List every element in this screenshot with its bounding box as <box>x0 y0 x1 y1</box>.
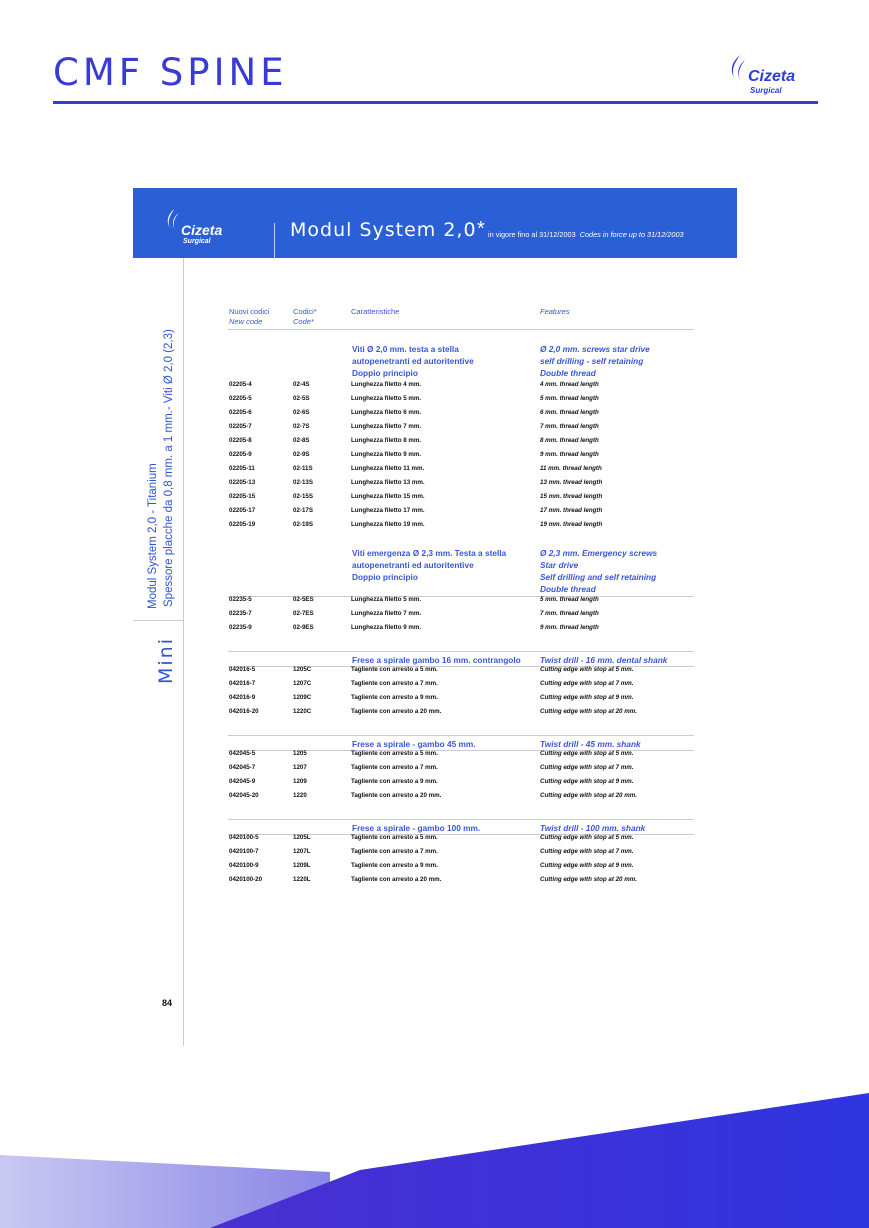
code-cell: 1220 <box>293 792 307 799</box>
description-it-cell: Tagliente con arresto a 20 mm. <box>351 876 442 883</box>
cizeta-flame-icon <box>726 54 748 88</box>
code-cell: 02-13S <box>293 479 313 486</box>
code-cell: 02-6S <box>293 409 310 416</box>
new-code-cell: 0420100-5 <box>229 834 259 841</box>
section-heading-en-line: Double thread <box>540 584 596 594</box>
new-code-cell: 042045-5 <box>229 750 256 757</box>
description-it-cell: Lunghezza filetto 11 mm. <box>351 465 425 472</box>
new-code-cell: 02235-9 <box>229 624 252 631</box>
description-it-cell: Lunghezza filetto 15 mm. <box>351 493 425 500</box>
section-heading-en-line: Double thread <box>540 368 596 378</box>
description-en-cell: 11 mm. thread length <box>540 465 602 472</box>
col-new-code-en: New code <box>229 317 263 326</box>
description-en-cell: Cutting edge with stop at 5 mm. <box>540 666 634 673</box>
page-number: 84 <box>162 998 173 1008</box>
code-cell: 1207 <box>293 764 307 771</box>
section-heading-it-line: autopenetranti ed autoritentive <box>352 356 474 366</box>
banner-logo-name: Cizeta <box>181 222 223 238</box>
description-en-cell: Cutting edge with stop at 20 mm. <box>540 708 637 715</box>
description-it-cell: Lunghezza filetto 9 mm. <box>351 451 422 458</box>
description-en-cell: Cutting edge with stop at 20 mm. <box>540 876 637 883</box>
logo-sub: Surgical <box>750 86 782 95</box>
section-heading-en-line: self drilling - self retaining <box>540 356 644 366</box>
code-cell: 02-15S <box>293 493 313 500</box>
new-code-cell: 02205-17 <box>229 507 256 514</box>
description-it-cell: Tagliente con arresto a 9 mm. <box>351 694 438 701</box>
description-it-cell: Lunghezza filetto 7 mm. <box>351 610 422 617</box>
description-it-cell: Tagliente con arresto a 7 mm. <box>351 680 438 687</box>
description-en-cell: Cutting edge with stop at 20 mm. <box>540 792 637 799</box>
header-rule <box>53 101 818 104</box>
column-header-code <box>293 307 317 327</box>
code-cell: 1209 <box>293 778 307 785</box>
product-banner <box>133 188 737 258</box>
section-heading-en-line: Ø 2,3 mm. Emergency screws <box>540 548 658 558</box>
col-code-en: Code* <box>293 317 314 326</box>
new-code-cell: 02205-9 <box>229 451 252 458</box>
column-header-en <box>540 307 570 317</box>
new-code-cell: 0420100-7 <box>229 848 259 855</box>
section-heading-it-line: Frese a spirale - gambo 45 mm. <box>352 739 476 749</box>
description-it-cell: Tagliente con arresto a 5 mm. <box>351 834 438 841</box>
side-separator <box>133 620 183 621</box>
new-code-cell: 02205-19 <box>229 521 256 528</box>
code-cell: 02-5S <box>293 395 310 402</box>
description-it-cell: Lunghezza filetto 5 mm. <box>351 395 422 402</box>
description-en-cell: 15 mm. thread length <box>540 493 603 500</box>
description-en-cell: 6 mm. thread length <box>540 409 599 416</box>
new-code-cell: 02205-13 <box>229 479 256 486</box>
new-code-cell: 02205-5 <box>229 395 252 402</box>
banner-note-it: in vigore fino al 31/12/2003 <box>488 230 576 239</box>
section-separator <box>228 735 694 736</box>
description-en-cell: 9 mm. thread length <box>540 624 599 631</box>
section-heading-en <box>540 343 650 379</box>
description-it-cell: Tagliente con arresto a 7 mm. <box>351 764 438 771</box>
code-cell: 1209L <box>293 862 311 869</box>
side-label-system: Modul System 2,0 - Titanium <box>147 463 159 609</box>
code-cell: 02-4S <box>293 381 310 388</box>
new-code-cell: 02205-8 <box>229 437 252 444</box>
section-heading-it-line: Frese a spirale - gambo 100 mm. <box>352 823 481 833</box>
description-en-cell: Cutting edge with stop at 5 mm. <box>540 834 634 841</box>
section-heading-en-line: Twist drill - 100 mm. shank <box>540 823 646 833</box>
new-code-cell: 02205-7 <box>229 423 252 430</box>
description-it-cell: Tagliente con arresto a 9 mm. <box>351 862 438 869</box>
new-code-cell: 0420100-20 <box>229 876 263 883</box>
new-code-cell: 042045-7 <box>229 764 256 771</box>
description-it-cell: Lunghezza filetto 17 mm. <box>351 507 425 514</box>
banner-note <box>488 230 684 239</box>
code-cell: 02-17S <box>293 507 313 514</box>
section-heading-it <box>352 343 474 379</box>
section-heading-it-line: Frese a spirale gambo 16 mm. contrangolo <box>352 655 521 665</box>
description-en-cell: 5 mm. thread length <box>540 395 599 402</box>
logo-name: Cizeta <box>748 68 796 85</box>
description-it-cell: Lunghezza filetto 4 mm. <box>351 381 422 388</box>
page-title: CMF SPINE <box>53 51 288 94</box>
code-cell: 02-5ES <box>293 596 314 603</box>
section-separator <box>228 651 694 652</box>
column-header-it: Caratteristiche <box>351 307 400 316</box>
new-code-cell: 02205-15 <box>229 493 256 500</box>
description-it-cell: Tagliente con arresto a 9 mm. <box>351 778 438 785</box>
description-en-cell: 19 mm. thread length <box>540 521 603 528</box>
code-cell: 02-9S <box>293 451 310 458</box>
code-cell: 02-19S <box>293 521 313 528</box>
col-en-label: Features <box>540 307 570 316</box>
description-en-cell: 7 mm. thread length <box>540 610 599 617</box>
section-heading-it-line: Doppio principio <box>352 368 418 378</box>
new-code-cell: 02205-4 <box>229 381 252 388</box>
code-cell: 1220C <box>293 708 312 715</box>
code-cell: 02-7ES <box>293 610 314 617</box>
banner-logo-sub: Surgical <box>183 238 211 245</box>
new-code-cell: 02205-6 <box>229 409 252 416</box>
code-cell: 02-11S <box>293 465 313 472</box>
description-en-cell: Cutting edge with stop at 7 mm. <box>540 680 634 687</box>
new-code-cell: 042016-7 <box>229 680 256 687</box>
section-heading-it-line: autopenetranti ed autoritentive <box>352 560 474 570</box>
description-en-cell: Cutting edge with stop at 5 mm. <box>540 750 634 757</box>
new-code-cell: 02235-5 <box>229 596 252 603</box>
new-code-cell: 042016-5 <box>229 666 256 673</box>
code-cell: 1209C <box>293 694 312 701</box>
section-separator <box>228 819 694 820</box>
description-it-cell: Lunghezza filetto 8 mm. <box>351 437 422 444</box>
section-heading-en-line: Twist drill - 16 mm. dental shank <box>540 655 668 665</box>
section-heading-it <box>352 547 506 583</box>
banner-star: * <box>477 218 485 240</box>
side-label-mini: Mini <box>155 637 177 684</box>
section-heading-it-line: Viti emergenza Ø 2,3 mm. Testa a stella <box>352 548 507 558</box>
new-code-cell: 02235-7 <box>229 610 252 617</box>
side-divider <box>183 258 184 1046</box>
banner-note-en: Codes in force up to 31/12/2003 <box>579 230 684 239</box>
code-cell: 02-8S <box>293 437 310 444</box>
section-heading-en-line: Ø 2,0 mm. screws star drive <box>540 344 650 354</box>
description-en-cell: 8 mm. thread length <box>540 437 599 444</box>
section-heading-en-line: Star drive <box>540 560 579 570</box>
description-en-cell: 5 mm. thread length <box>540 596 599 603</box>
description-en-cell: Cutting edge with stop at 7 mm. <box>540 764 634 771</box>
code-cell: 02-9ES <box>293 624 314 631</box>
description-it-cell: Lunghezza filetto 6 mm. <box>351 409 422 416</box>
description-en-cell: Cutting edge with stop at 9 mm. <box>540 778 634 785</box>
code-cell: 1207C <box>293 680 312 687</box>
description-it-cell: Lunghezza filetto 19 mm. <box>351 521 425 528</box>
code-cell: 1205C <box>293 666 312 673</box>
description-it-cell: Lunghezza filetto 13 mm. <box>351 479 425 486</box>
new-code-cell: 042016-20 <box>229 708 259 715</box>
description-it-cell: Tagliente con arresto a 5 mm. <box>351 666 438 673</box>
description-it-cell: Tagliente con arresto a 7 mm. <box>351 848 438 855</box>
section-heading-en <box>540 547 657 595</box>
description-it-cell: Lunghezza filetto 9 mm. <box>351 624 422 631</box>
section-heading-en-line: Twist drill - 45 mm. shank <box>540 739 641 749</box>
description-it-cell: Lunghezza filetto 7 mm. <box>351 423 422 430</box>
banner-title: Modul System 2,0 <box>290 219 477 241</box>
description-it-cell: Tagliente con arresto a 20 mm. <box>351 708 442 715</box>
description-en-cell: 4 mm. thread length <box>540 381 599 388</box>
section-heading-it-line: Viti Ø 2,0 mm. testa a stella <box>352 344 459 354</box>
description-en-cell: 9 mm. thread length <box>540 451 599 458</box>
description-en-cell: Cutting edge with stop at 9 mm. <box>540 862 634 869</box>
description-it-cell: Lunghezza filetto 5 mm. <box>351 596 422 603</box>
code-cell: 02-7S <box>293 423 310 430</box>
section-heading-it-line: Doppio principio <box>352 572 418 582</box>
new-code-cell: 042045-9 <box>229 778 256 785</box>
description-en-cell: Cutting edge with stop at 9 mm. <box>540 694 634 701</box>
description-en-cell: Cutting edge with stop at 7 mm. <box>540 848 634 855</box>
cizeta-flame-icon <box>163 208 181 236</box>
col-new-code-it: Nuovi codici <box>229 307 270 316</box>
col-code-it: Codici* <box>293 307 317 316</box>
description-it-cell: Tagliente con arresto a 20 mm. <box>351 792 442 799</box>
code-cell: 1205L <box>293 834 311 841</box>
new-code-cell: 0420100-9 <box>229 862 259 869</box>
side-label-spec: Spessore placche da 0,8 mm. a 1 mm.- Viti Ø 2,0 (2,3) <box>163 329 175 607</box>
new-code-cell: 042016-9 <box>229 694 256 701</box>
code-cell: 1207L <box>293 848 311 855</box>
banner-divider <box>274 223 275 258</box>
description-en-cell: 17 mm. thread length <box>540 507 603 514</box>
description-en-cell: 13 mm. thread length <box>540 479 603 486</box>
header-divider <box>228 329 694 330</box>
code-cell: 1205 <box>293 750 307 757</box>
column-header-new-code <box>229 307 269 327</box>
description-en-cell: 7 mm. thread length <box>540 423 599 430</box>
section-heading-en-line: Self drilling and self retaining <box>540 572 657 582</box>
new-code-cell: 042045-20 <box>229 792 259 799</box>
new-code-cell: 02205-11 <box>229 465 255 472</box>
description-it-cell: Tagliente con arresto a 5 mm. <box>351 750 438 757</box>
code-cell: 1220L <box>293 876 311 883</box>
